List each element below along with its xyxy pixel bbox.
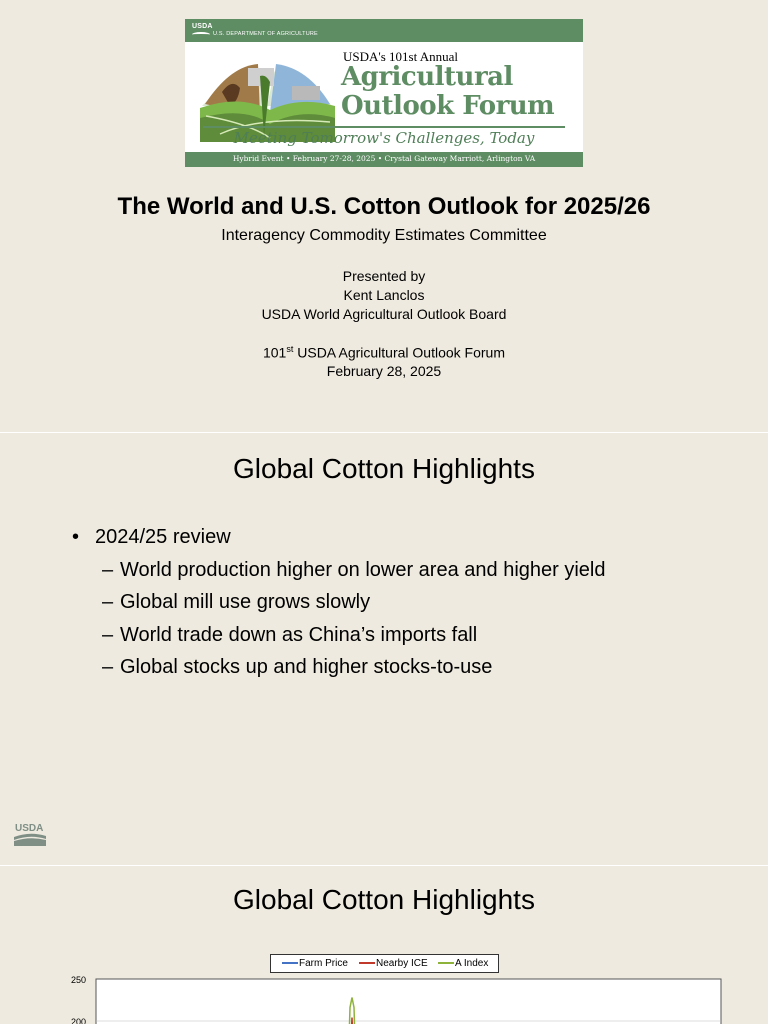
legend-label: A Index [455,958,489,969]
forum-banner [185,19,583,167]
presenter-name: Kent Lanclos [343,287,425,303]
presentation-title: The World and U.S. Cotton Outlook for 2025/26 [117,193,651,220]
forum-title [341,63,554,121]
committee-name: Interagency Commodity Estimates Committee [221,227,547,244]
forum-name: USDA Agricultural Outlook Forum [293,344,505,361]
presented-by-label: Presented by [342,268,426,284]
banner-department: U.S. DEPARTMENT OF AGRICULTURE [213,31,318,37]
sub-bullet-marker: – [102,656,114,678]
forum-subtitle: USDA's 101st Annual [343,49,459,64]
banner-rule [203,126,565,128]
banner-top-bar [185,19,583,42]
legend-label: Farm Price [299,958,348,969]
svg-text:USDA: USDA [15,823,44,834]
banner-usda-mark: USDA [192,23,213,30]
highlights-chart-slide [0,866,768,1024]
sub-bullet-marker: – [102,623,114,646]
forum-line [0,344,768,361]
sub-bullet-text: Global stocks up and higher stocks-to-use [120,656,493,678]
banner-bottom-bar [185,152,583,167]
price-chart [0,971,768,1024]
legend-swatch [359,962,375,964]
banner-usda-wave-icon [192,32,210,37]
slide-title: Global Cotton Highlights [233,453,535,484]
sub-bullet-text: World trade down as China’s imports fall [120,623,478,646]
forum-number: 101 [262,344,287,361]
plot-area [96,979,721,1024]
forum-title-line1: Agricultural [341,62,513,92]
forum-title-line2: Outlook Forum [341,91,555,121]
slide-title: Global Cotton Highlights [233,884,535,915]
bullet-marker: • [72,526,80,548]
highlights-slide [0,433,768,865]
title-slide [0,0,768,432]
legend-swatch [438,962,454,964]
legend-item-nearby-ice [359,958,428,969]
sub-bullet-text: Global mill use grows slowly [120,591,371,613]
sub-bullet-marker: – [102,558,114,581]
bullet-text: 2024/25 review [95,526,231,548]
event-details: Hybrid Event • February 27-28, 2025 • Crystal Gateway Marriott, Arlington VA [232,154,536,163]
legend-label: Nearby ICE [376,958,428,969]
forum-tagline: Meeting Tomorrow's Challenges, Today [233,129,535,147]
forum-ordinal-suffix: st [286,344,294,354]
usda-logo-icon [14,821,46,847]
legend-swatch [282,962,298,964]
y-tick-label: 200 [70,1017,86,1024]
series-line-nearby-ice [351,1017,353,1024]
presenter-board: USDA World Agricultural Outlook Board [261,306,507,322]
presentation-date: February 28, 2025 [326,363,442,379]
y-tick-label: 250 [70,975,86,985]
sub-bullet-marker: – [102,591,114,613]
legend-item-farm-price [282,958,348,969]
legend-item-a-index [438,958,488,969]
sub-bullet-text: World production higher on lower area and higher yield [120,558,606,581]
